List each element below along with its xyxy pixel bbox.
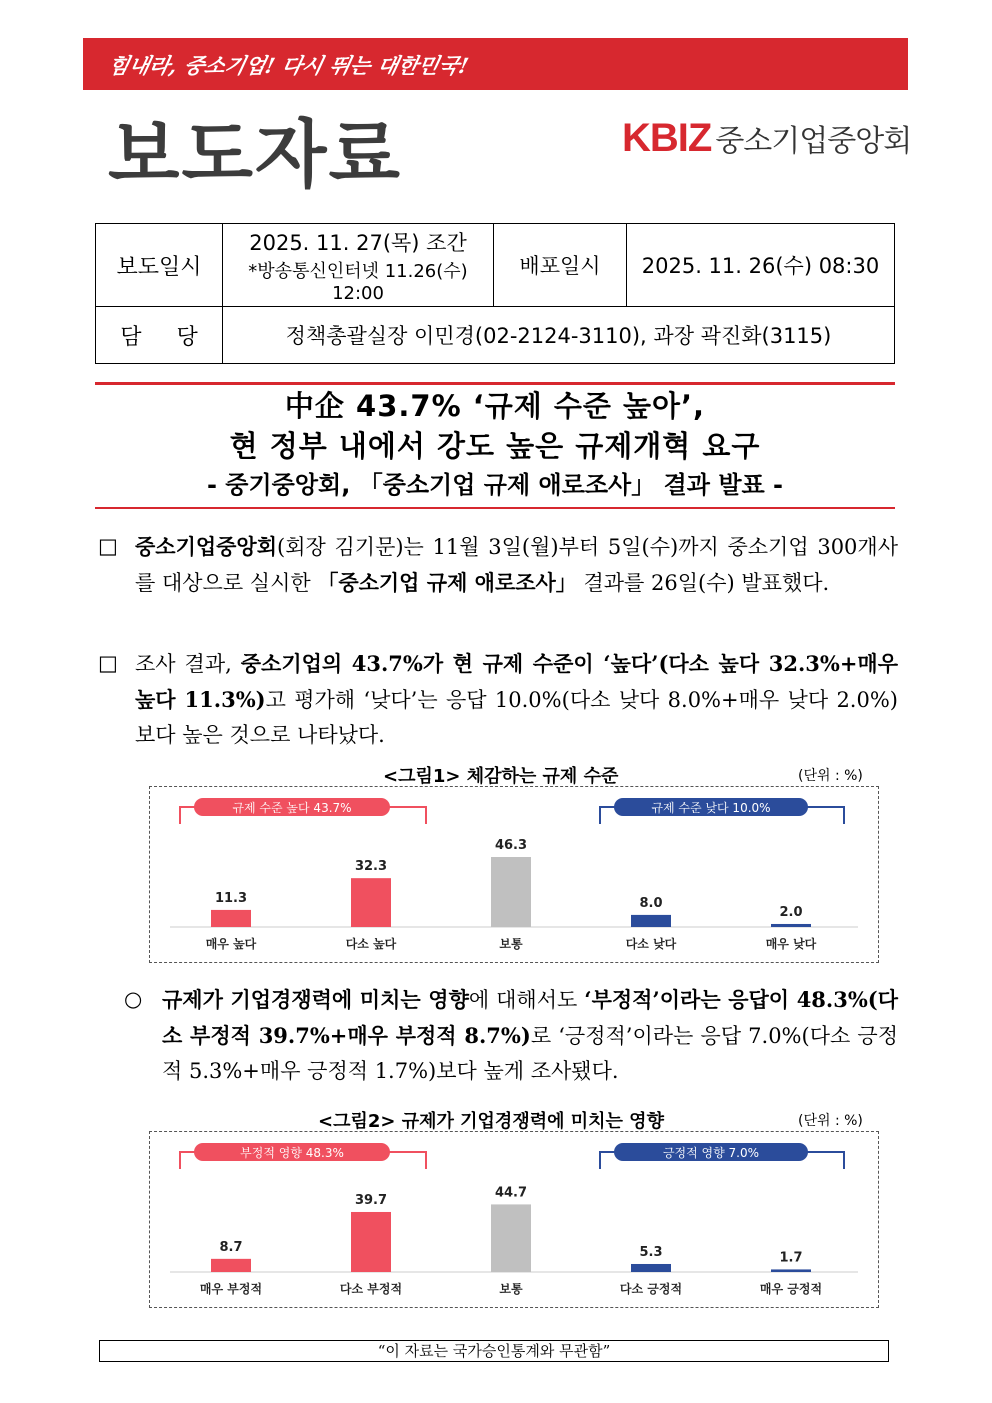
figure1-caption: <그림1> 체감하는 규제 수준 [383,766,619,787]
category-label: 다소 긍정적 [619,1282,683,1296]
group-label: 부정적 영향 48.3% [240,1146,344,1160]
para2-text2: 고 평가해 ‘낮다’는 응답 10.0%(다소 낮다 8.0%+매우 낮다 2.0%)보다 높은 것으로 나타났다. [135,688,898,747]
release-label: 보도일시 [96,224,223,307]
bar-value-label: 44.7 [494,1185,528,1201]
category-label: 다소 낮다 [625,937,677,951]
headline-line2: 현 정부 내에서 강도 높은 규제개혁 요구 [229,429,761,463]
chart-bar [771,924,811,927]
category-label: 다소 높다 [345,937,397,951]
bar-value-label: 46.3 [494,838,528,853]
distribute-label: 배포일시 [494,224,627,307]
contact-label: 담 당 [96,307,223,364]
para1-text1: (회장 김기문)는 11월 3일(월)부터 5일(수)까지 중소기업 300개사를 대상으로 실시한 [135,535,898,595]
figure2-caption: <그림2> 규제가 기업경쟁력에 미치는 영향 [318,1111,664,1132]
para3-text2: 로 ‘긍정적’이라는 응답 7.0%(다소 긍정적 5.3%+매우 긍정적 1.7%)보다 높게 조사됐다. [162,1024,898,1083]
paragraph-2 [98,646,898,753]
para2-text1: 조사 결과, [135,652,241,676]
para2-bold: 중소기업의 43.7%가 현 규제 수준이 ‘높다’(다소 높다 32.3%+매우 높다 11.3%) [135,651,898,712]
press-release-title: 보도자료 [108,112,402,198]
chart-bar [351,1212,391,1272]
category-label: 매우 높다 [205,937,257,951]
chart-bar [771,1269,811,1272]
slogan-banner [83,38,908,90]
category-label: 보통 [499,1282,523,1296]
bar-value-label: 32.3 [354,859,388,875]
chart-bar [631,915,671,927]
chart-bar [211,1259,251,1272]
logo-kbiz: KBIZ [622,116,712,160]
release-broadcast: *방송통신인터넷 11.26(수) 12:00 [248,260,468,304]
sub-bullet-marker: ○ [124,987,143,1011]
para3-text1: 에 대해서도 [468,988,585,1012]
figure1-unit: (단위 : %) [798,768,863,784]
bullet-marker: □ [98,651,118,675]
chart-bar [211,910,251,927]
headline-line1: 中企 43.7% ‘규제 수준 높아’, [284,389,706,423]
chart-bar [351,878,391,927]
release-date: 2025. 11. 27(목) 조간 [249,230,467,255]
bar-value-label: 2.0 [779,904,803,920]
para3-bold2: ‘부정적’이라는 응답이 48.3%(다소 부정적 39.7%+매우 부정적 8.7%) [162,987,899,1048]
figure1-chart [149,786,879,963]
category-label: 매우 낮다 [765,937,817,951]
survey-name: 「중소기업 규제 애로조사」 [317,570,577,595]
group-label: 규제 수준 낮다 10.0% [651,801,771,815]
category-label: 매우 긍정적 [759,1282,823,1296]
org-name: 중소기업중앙회 [135,534,278,559]
kbiz-logo [622,116,911,161]
paragraph-3 [98,982,898,1089]
headline-sub: - 중기중앙회, 「중소기업 규제 애로조사」 결과 발표 - [206,471,784,499]
chart-bar [631,1264,671,1272]
headline [95,386,895,504]
bar-value-label: 8.7 [219,1239,243,1255]
divider-bottom [95,507,895,509]
release-date-cell [223,224,494,307]
slogan-text: 힘내라, 중소기업! 다시 뛰는 대한민국! [106,53,471,78]
distribute-date: 2025. 11. 26(수) 08:30 [627,224,895,307]
divider-top [95,382,895,385]
category-label: 보통 [499,937,523,951]
para3-bold1: 규제가 기업경쟁력에 미치는 영향 [162,987,469,1012]
chart-svg [150,787,878,962]
logo-name: 중소기업중앙회 [715,124,912,159]
chart-svg [150,1132,878,1307]
footer-note: “이 자료는 국가승인통계와 무관함” [99,1340,889,1362]
figure2-unit: (단위 : %) [798,1113,863,1129]
para1-text2: 결과를 26일(수) 발표했다. [576,571,830,595]
paragraph-1 [98,529,898,601]
chart-bar [491,857,531,927]
bar-value-label: 5.3 [639,1244,663,1260]
figure2-chart [149,1131,879,1308]
bullet-marker: □ [98,534,118,558]
release-info-table [95,223,895,364]
chart-bar [491,1204,531,1272]
group-label: 규제 수준 높다 43.7% [232,801,352,815]
contact-info: 정책총괄실장 이민경(02-2124-3110), 과장 곽진화(3115) [223,307,895,364]
group-label: 긍정적 영향 7.0% [662,1146,760,1160]
bar-value-label: 8.0 [639,895,663,911]
category-label: 매우 부정적 [199,1282,263,1296]
bar-value-label: 11.3 [214,890,248,906]
bar-value-label: 1.7 [779,1250,803,1266]
category-label: 다소 부정적 [339,1282,403,1296]
bar-value-label: 39.7 [354,1192,388,1208]
